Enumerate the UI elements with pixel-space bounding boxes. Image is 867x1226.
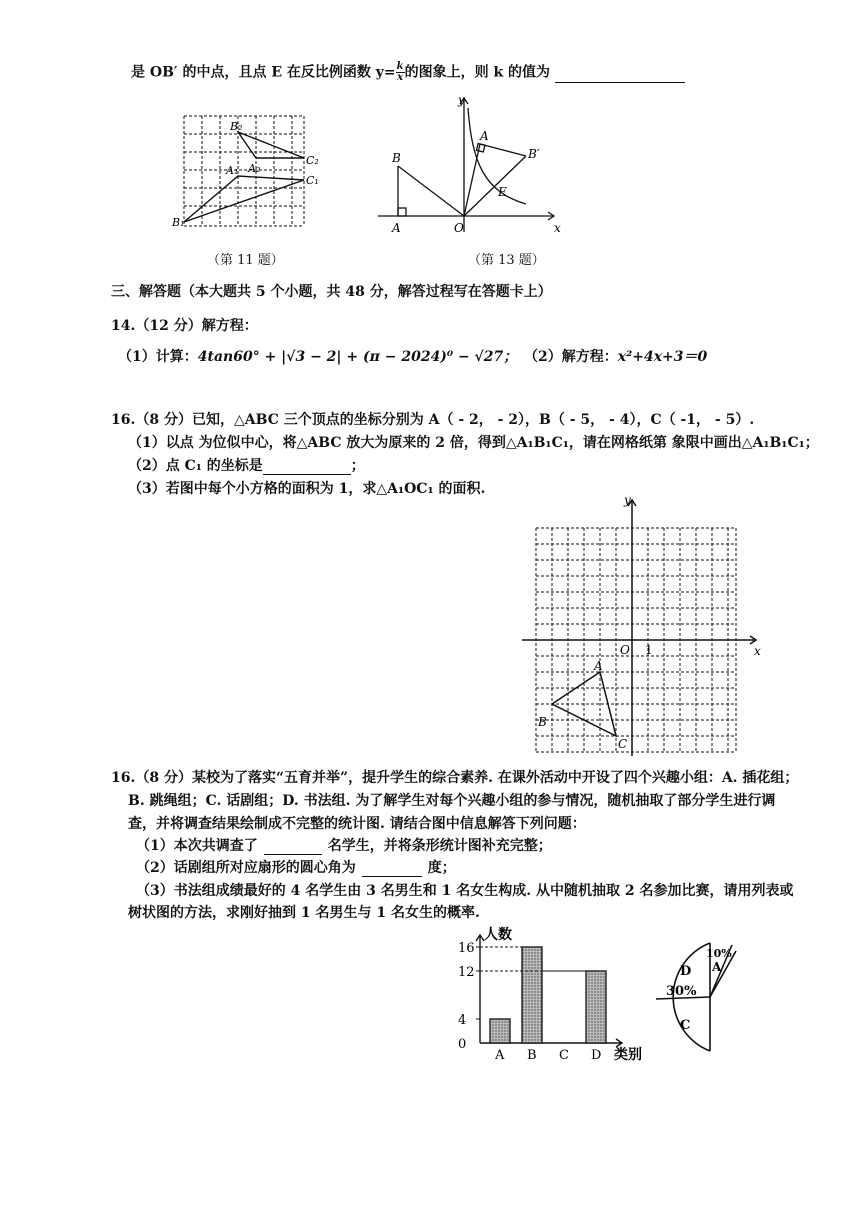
q16-line1: 16.（8 分）某校为了落实“五育并举”，提升学生的综合素养. 在课外活动中开设了四个兴趣小组：A. 插花组； bbox=[111, 770, 799, 786]
q16-part3b: 树状图的方法，求刚好抽到 1 名男生与 1 名女生的概率. bbox=[128, 905, 480, 921]
label-B2: B₂ bbox=[230, 120, 243, 133]
label-y: y bbox=[458, 93, 465, 107]
label-B: B bbox=[392, 151, 401, 165]
bar-ytick-label: 12 bbox=[458, 965, 475, 980]
header-text-a: 是 OB′ 的中点，且点 E 在反比例函数 y= bbox=[131, 64, 396, 81]
label-E: E bbox=[498, 185, 507, 199]
label-C2: C₂ bbox=[306, 154, 319, 167]
label-x: x bbox=[554, 221, 561, 235]
answer-blank-c1[interactable] bbox=[263, 474, 351, 475]
grid-label-B: B bbox=[538, 715, 547, 729]
grid-label-y: y bbox=[624, 493, 631, 507]
grid-label-A: A bbox=[594, 659, 603, 673]
grid-label-C: C bbox=[618, 737, 628, 751]
answer-blank-total[interactable] bbox=[264, 854, 322, 855]
figure-11 bbox=[172, 114, 319, 234]
label-O: O bbox=[454, 221, 464, 235]
q14-part2: （2）解方程：x²+4x+3＝0 bbox=[524, 349, 708, 365]
pie-label-C: C bbox=[680, 1018, 691, 1033]
q14-title: 14.（12 分）解方程： bbox=[111, 318, 258, 334]
pie-anno-30: 30% bbox=[666, 984, 697, 999]
bar-A bbox=[490, 1019, 510, 1043]
q16-part1: （1）本次共调查了 名学生，并将条形统计图补充完整； bbox=[136, 838, 552, 854]
pie-label-D: D bbox=[680, 964, 692, 979]
q14-part2-expr: x²+4x+3＝0 bbox=[617, 349, 708, 365]
grid-label-x: x bbox=[754, 644, 761, 658]
label-A2: A₂ bbox=[248, 162, 261, 175]
q16-line2: B. 跳绳组；C. 话剧组；D. 书法组. 为了解学生对每个兴趣小组的参与情况，随机抽取了部分学生进行调 bbox=[128, 793, 776, 809]
bar-ytick-label: 4 bbox=[458, 1013, 467, 1028]
answer-blank-angle[interactable] bbox=[362, 876, 422, 877]
bar-category-label: B bbox=[527, 1048, 537, 1063]
figure-13 bbox=[376, 92, 566, 242]
bar-ytick-label: 16 bbox=[458, 941, 475, 956]
q16-line3: 查，并将调查结果绘制成不完整的统计图. 请结合图中信息解答下列问题： bbox=[128, 816, 586, 832]
bar-category-label: A bbox=[495, 1048, 505, 1063]
header-text-b: 的图象上，则 k 的值为 bbox=[404, 64, 551, 81]
q16-part3a: （3）书法组成绩最好的 4 名学生由 3 名男生和 1 名女生构成. 从中随机抽取 2 名参加比赛，请用列表或 bbox=[136, 883, 794, 899]
triangle-a2b2c2 bbox=[238, 132, 304, 158]
bar-B bbox=[522, 947, 542, 1043]
label-B-prime: B′ bbox=[528, 147, 540, 161]
bar-D bbox=[586, 971, 606, 1043]
fraction-k-over-x: $\frac{k}{x}$ bbox=[396, 61, 404, 83]
q14-part1-expr: 4tan60° + |√3 − 2| + (π − 2024)⁰ − √27； bbox=[197, 349, 518, 365]
q15-title: 16.（8 分）已知，△ABC 三个顶点的坐标分别为 A（ - 2， - 2），B（ - 5， - 4），C（ -1， - 5）. bbox=[111, 412, 755, 428]
bar-xlabel: 类别 bbox=[614, 1047, 642, 1063]
section3-heading: 三、解答题（本大题共 5 个小题，共 48 分，解答过程写在答题卡上） bbox=[111, 284, 552, 300]
fig13-caption: （第 13 题） bbox=[468, 253, 545, 268]
q16-part2: （2）话剧组所对应扇形的圆心角为 度； bbox=[136, 860, 456, 876]
label-B1: B₁ bbox=[172, 216, 185, 229]
q15-coordinate-grid[interactable] bbox=[518, 494, 768, 764]
q15-part1: （1）以点 为位似中心，将△ABC 放大为原来的 2 倍，得到△A₁B₁C₁，请在网格纸第 象限中画出△A₁B₁C₁； bbox=[128, 435, 819, 451]
bar-ylabel: 人数 bbox=[484, 927, 512, 943]
label-C1: C₁ bbox=[306, 174, 319, 187]
grid-label-one: 1 bbox=[645, 643, 653, 657]
label-A-top: A bbox=[480, 129, 489, 143]
header-line bbox=[131, 62, 685, 83]
fig11-caption: （第 11 题） bbox=[207, 253, 284, 268]
label-A-bottom: A bbox=[392, 221, 401, 235]
q14-part1: （1）计算：4tan60° + |√3 − 2| + (π − 2024)⁰ − √27； bbox=[118, 349, 518, 365]
q15-part3: （3）若图中每个小方格的面积为 1，求△A₁OC₁ 的面积. bbox=[128, 481, 486, 497]
answer-blank-k[interactable] bbox=[555, 82, 685, 83]
grid-label-O: O bbox=[620, 643, 630, 657]
bar-ytick-label: 0 bbox=[458, 1037, 467, 1052]
bar-chart bbox=[450, 925, 660, 1065]
pie-label-A: A bbox=[712, 960, 722, 974]
pie-chart bbox=[654, 937, 764, 1067]
q15-part2: （2）点 C₁ 的坐标是 ； bbox=[128, 458, 365, 474]
label-A1: A₁ bbox=[226, 164, 239, 177]
pie-anno-10: 10% bbox=[706, 947, 732, 960]
bar-category-label: D bbox=[591, 1048, 602, 1063]
bar-category-label: C bbox=[559, 1048, 569, 1063]
